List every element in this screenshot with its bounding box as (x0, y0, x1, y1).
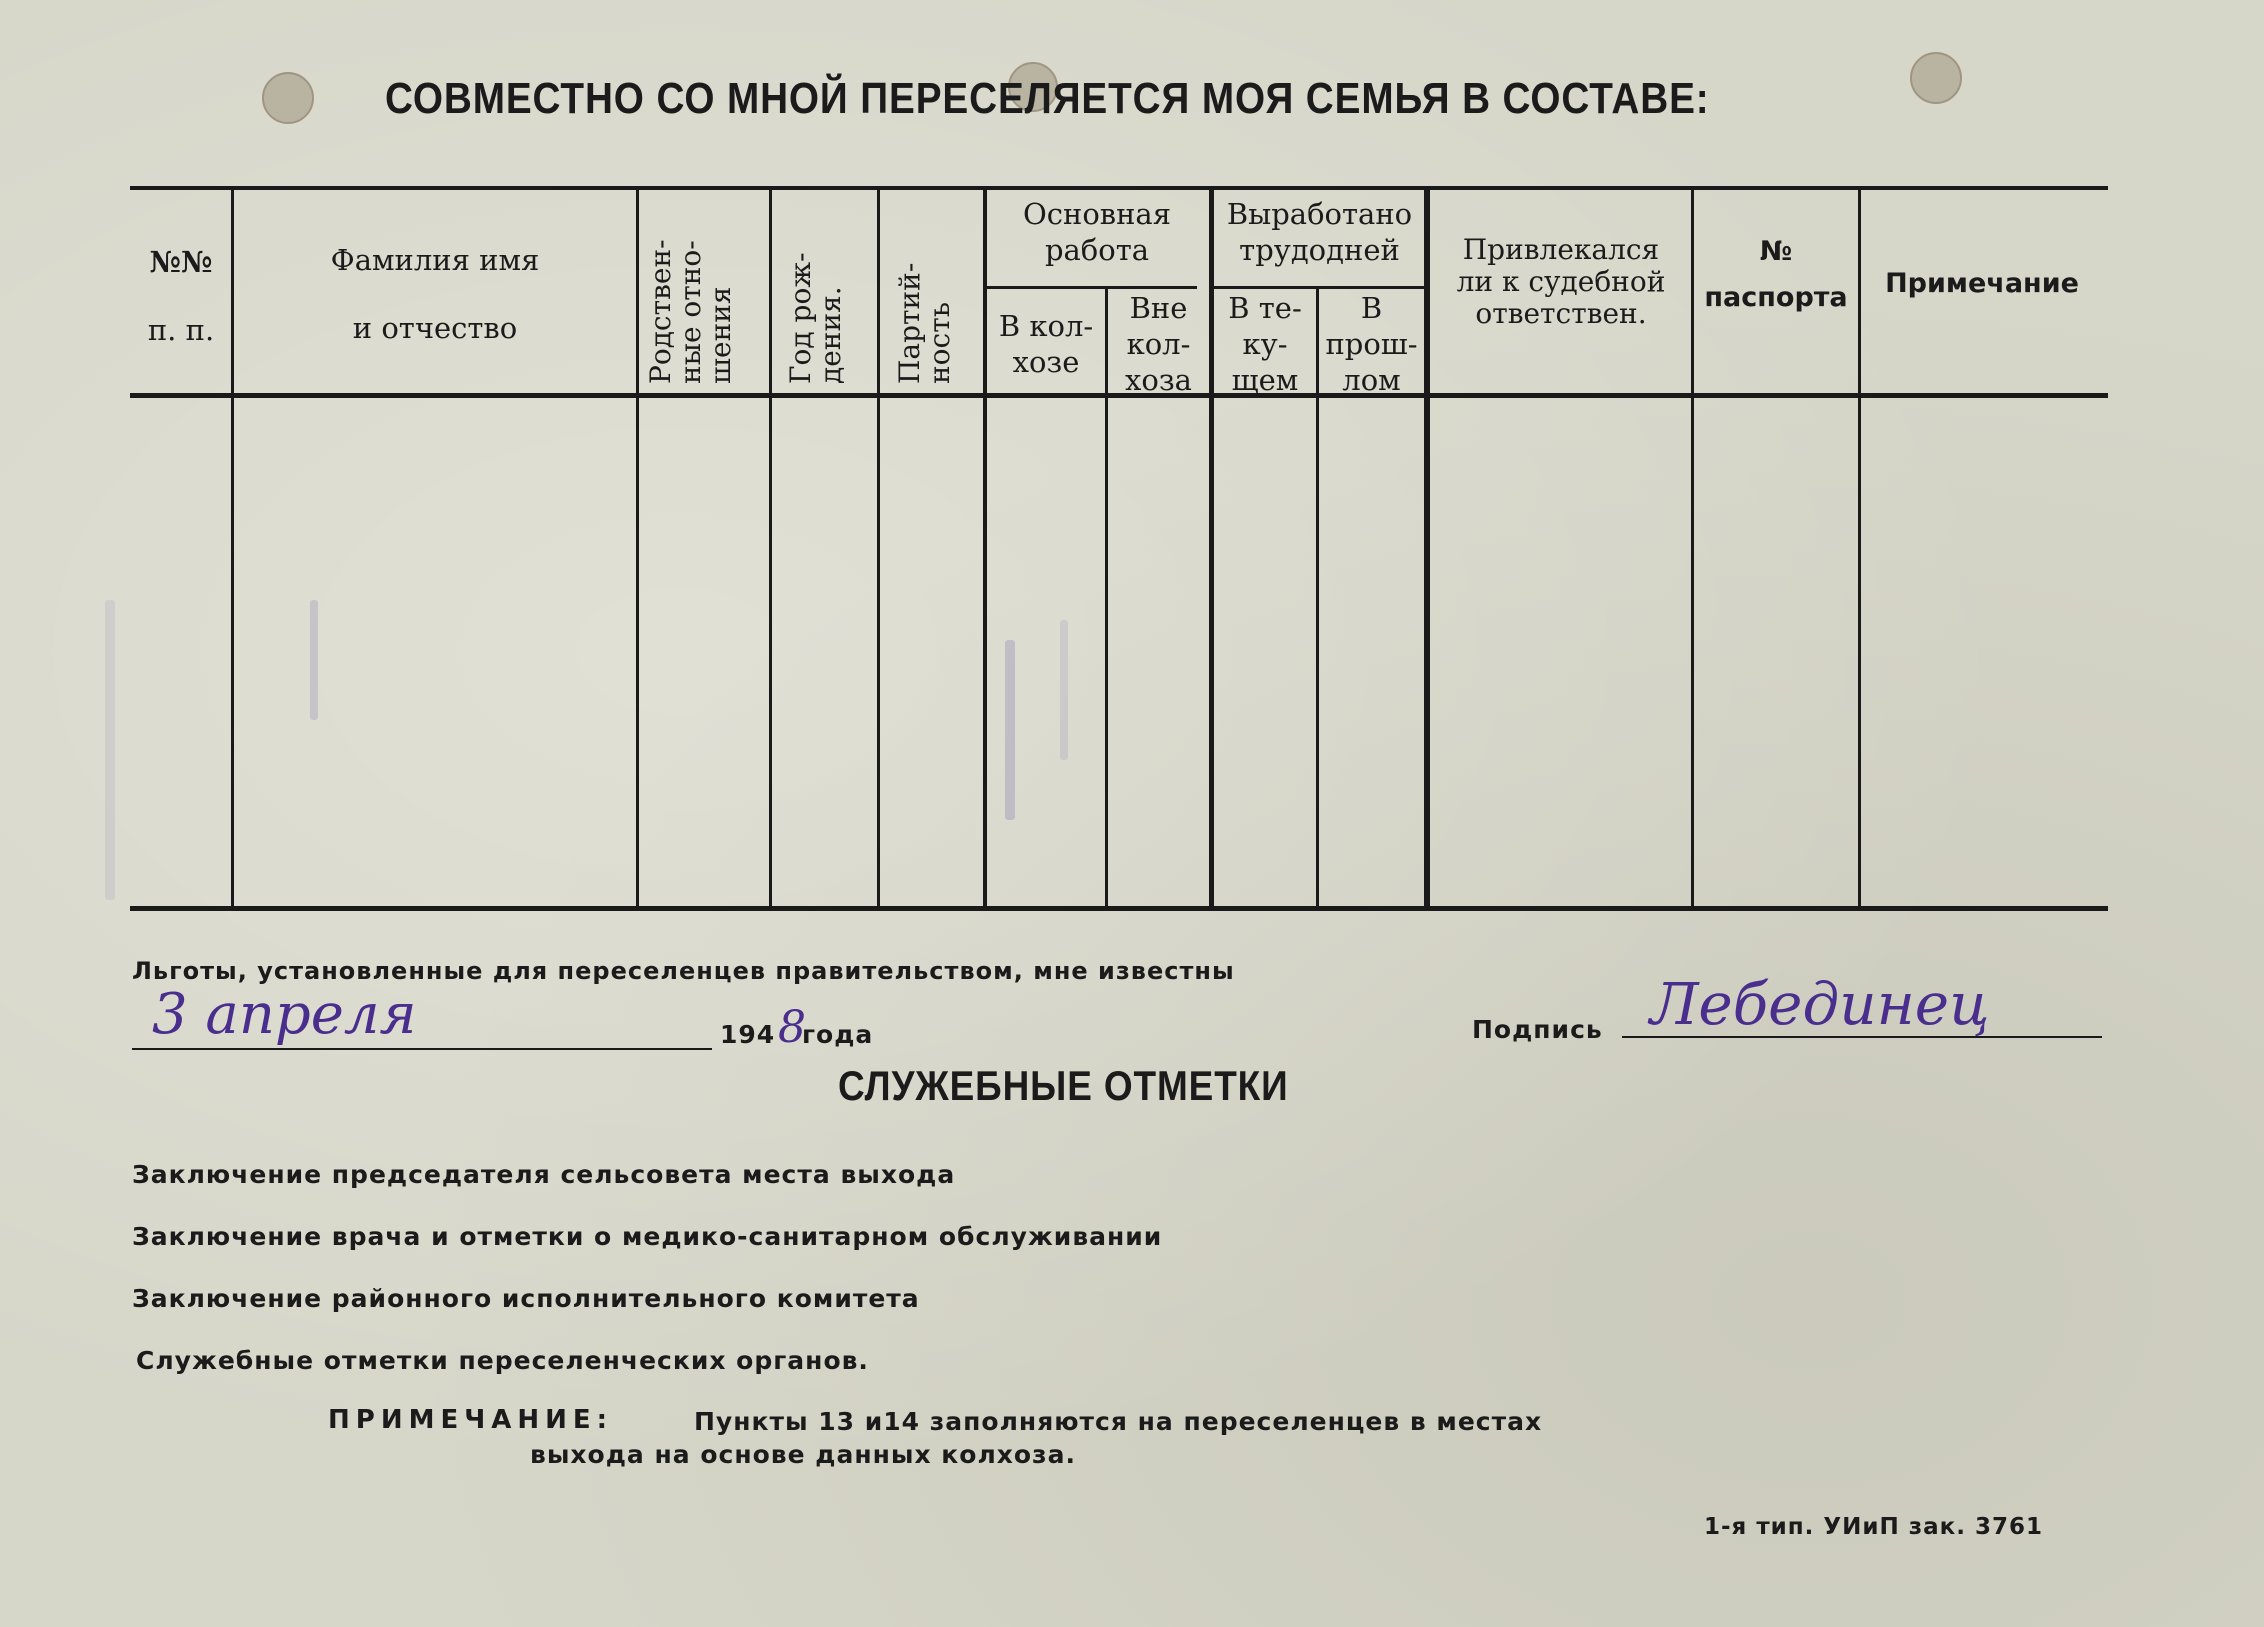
table-top-rule (130, 186, 2108, 190)
service-mark-line-1: Заключение председателя сельсовета места выхода (132, 1160, 956, 1189)
page-heading: СОВМЕСТНО СО МНОЙ ПЕРЕСЕЛЯЕТСЯ МОЯ СЕМЬЯ В СОСТАВЕ: (385, 74, 1710, 123)
year-prefix: 194 (720, 1020, 776, 1049)
col-court-line-3: ответствен. (1475, 297, 1647, 330)
col-party-line-1: Партий- (893, 262, 926, 384)
col-days-past-label (1319, 290, 1424, 398)
service-mark-line-3: Заключение районного исполнительного комитета (132, 1284, 920, 1313)
col-birth-label (786, 204, 846, 384)
col-num-line-2: п. п. (147, 313, 215, 347)
benefits-statement: Льготы, установленные для переселенцев правительством, мне известны (132, 957, 1235, 985)
col-work-group-line-1: Основная (1022, 197, 1172, 231)
col-work-group-line-2: работа (1044, 233, 1150, 267)
faint-ink-mark (1005, 640, 1015, 820)
col-days-group-label (1212, 196, 1427, 268)
col-work-kolkhoz-label (987, 308, 1105, 380)
col-work-group-label (987, 196, 1207, 268)
service-marks-heading: СЛУЖЕБНЫЕ ОТМЕТКИ (838, 1062, 1289, 1109)
col-relation-line-2: ные отно- (674, 240, 707, 384)
col-days-group-line-1: Выработано (1226, 197, 1413, 231)
col-days-current-line-1: В те- (1228, 291, 1302, 325)
col-relation-label (646, 204, 736, 384)
work-subheader-rule (985, 286, 1197, 289)
col-party-line-2: ность (923, 302, 956, 384)
printer-imprint: 1-я тип. УИиП зак. 3761 (1704, 1514, 2044, 1540)
col-relation-line-3: шения (704, 286, 737, 384)
col-party-label (895, 204, 955, 384)
col-divider-4 (877, 190, 880, 906)
col-court-line-2: ли к судебной (1456, 265, 1666, 298)
col-divider-11 (1858, 190, 1861, 906)
col-days-current-line-2: ку- (1242, 327, 1288, 361)
col-birth-line-1: Год рож- (784, 252, 817, 384)
col-days-past-line-1: В (1360, 291, 1383, 325)
col-passport-line-1: № (1759, 236, 1793, 267)
handwritten-signature: Лебединец (1650, 970, 1990, 1038)
col-divider-1 (231, 190, 234, 906)
col-passport-label (1694, 234, 1858, 316)
days-subheader-rule (1212, 286, 1427, 289)
col-divider-5 (983, 190, 987, 906)
col-work-kolkhoz-line-2: хозе (1012, 345, 1080, 379)
note-line-1: Пункты 13 и14 заполняются на переселенцев в местах (694, 1407, 1543, 1436)
col-name-line-2: и отчество (352, 311, 518, 345)
col-work-outside-line-2: кол- (1126, 327, 1191, 361)
service-mark-line-4: Служебные отметки переселенческих органов. (136, 1346, 869, 1375)
service-mark-line-2: Заключение врача и отметки о медико-санитарном обслуживании (132, 1222, 1163, 1251)
col-divider-3 (769, 190, 772, 906)
col-relation-line-1: Родствен- (644, 239, 677, 384)
col-court-line-1: Привлекался (1462, 233, 1660, 266)
col-work-outside-line-3: хоза (1125, 363, 1192, 397)
col-name-line-1: Фамилия имя (330, 243, 540, 277)
col-days-past-line-2: прош- (1325, 327, 1418, 361)
col-num-label (140, 244, 222, 348)
col-work-outside-line-1: Вне (1129, 291, 1188, 325)
col-days-group-line-2: трудодней (1239, 233, 1400, 267)
date-underline (132, 1048, 712, 1050)
col-work-kolkhoz-line-1: В кол- (998, 309, 1094, 343)
faint-ink-mark (105, 600, 115, 900)
col-num-line-1: №№ (149, 245, 213, 279)
col-divider-9 (1424, 190, 1430, 906)
col-birth-line-2: дения. (814, 286, 847, 384)
table-bottom-rule (130, 906, 2108, 911)
handwritten-date: 3 апреля (152, 982, 417, 1047)
col-days-past-line-3: лом (1342, 363, 1401, 397)
faint-ink-mark (1060, 620, 1068, 760)
handwritten-year-digit: 8 (778, 1002, 806, 1053)
col-days-current-line-3: щем (1231, 363, 1299, 397)
col-passport-line-2: паспорта (1704, 282, 1848, 313)
punch-hole-right (1910, 52, 1962, 104)
col-days-current-label (1214, 290, 1316, 398)
col-divider-2 (636, 190, 639, 906)
note-line-2: выхода на основе данных колхоза. (530, 1440, 1076, 1469)
col-work-outside-label (1108, 290, 1209, 398)
col-court-label (1432, 234, 1690, 330)
signature-label: Подпись (1472, 1015, 1603, 1044)
year-suffix: года (802, 1020, 874, 1049)
col-name-label (240, 242, 630, 346)
col-note-label: Примечание (1885, 268, 2079, 299)
punch-hole-left (262, 72, 314, 124)
faint-ink-mark (310, 600, 318, 720)
note-label: ПРИМЕЧАНИЕ: (328, 1405, 614, 1435)
